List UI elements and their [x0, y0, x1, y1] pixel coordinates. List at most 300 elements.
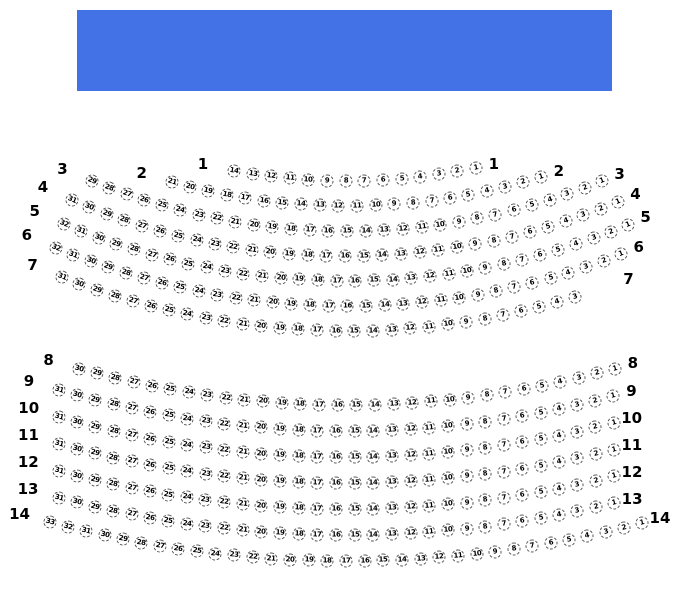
- seat[interactable]: 12: [423, 269, 437, 283]
- seat[interactable]: 4: [551, 401, 566, 416]
- seat[interactable]: 18: [292, 423, 306, 437]
- seat[interactable]: 31: [51, 409, 67, 425]
- seat[interactable]: 4: [553, 374, 568, 389]
- seat[interactable]: 10: [433, 217, 448, 232]
- seat[interactable]: 10: [440, 317, 455, 332]
- seat[interactable]: 1: [613, 246, 630, 263]
- seat[interactable]: 24: [173, 202, 189, 218]
- seat[interactable]: 9: [451, 214, 466, 229]
- seat[interactable]: 19: [273, 321, 287, 335]
- seat[interactable]: 28: [126, 241, 142, 257]
- seat[interactable]: 18: [311, 274, 325, 288]
- seat[interactable]: 23: [218, 263, 233, 278]
- seat[interactable]: 16: [338, 249, 351, 262]
- seat[interactable]: 14: [367, 424, 380, 437]
- seat[interactable]: 19: [302, 554, 315, 567]
- seat[interactable]: 22: [209, 211, 224, 226]
- seat[interactable]: 11: [424, 394, 438, 408]
- seat[interactable]: 14: [395, 553, 409, 567]
- seat[interactable]: 15: [341, 225, 354, 238]
- seat[interactable]: 9: [460, 522, 474, 536]
- seat[interactable]: 5: [542, 270, 558, 286]
- seat[interactable]: 29: [89, 366, 105, 382]
- seat[interactable]: 17: [311, 476, 324, 489]
- seat[interactable]: 14: [367, 476, 380, 489]
- seat[interactable]: 18: [284, 222, 298, 236]
- seat[interactable]: 21: [236, 445, 250, 459]
- seat[interactable]: 7: [498, 385, 513, 400]
- seat[interactable]: 20: [254, 473, 268, 487]
- seat[interactable]: 10: [449, 240, 464, 255]
- seat[interactable]: 29: [108, 235, 124, 251]
- seat[interactable]: 3: [431, 167, 446, 182]
- seat[interactable]: 31: [63, 192, 80, 209]
- seat[interactable]: 28: [106, 476, 121, 491]
- seat[interactable]: 17: [311, 424, 324, 437]
- seat[interactable]: 27: [124, 427, 139, 442]
- seat[interactable]: 20: [254, 499, 268, 513]
- seat[interactable]: 11: [441, 267, 456, 282]
- seat[interactable]: 14: [366, 324, 379, 337]
- seat[interactable]: 6: [515, 435, 530, 450]
- seat[interactable]: 9: [459, 443, 473, 457]
- seat[interactable]: 2: [616, 520, 632, 536]
- seat[interactable]: 5: [540, 219, 556, 235]
- seat[interactable]: 2: [588, 446, 604, 462]
- seat[interactable]: 30: [90, 229, 107, 246]
- seat[interactable]: 24: [199, 260, 214, 275]
- seat[interactable]: 32: [55, 215, 72, 232]
- seat[interactable]: 18: [219, 187, 234, 202]
- seat[interactable]: 5: [533, 432, 548, 447]
- seat[interactable]: 27: [136, 270, 152, 286]
- seat[interactable]: 23: [198, 519, 213, 534]
- seat[interactable]: 31: [51, 490, 67, 506]
- seat[interactable]: 16: [329, 424, 342, 437]
- seat[interactable]: 28: [106, 450, 122, 466]
- seat[interactable]: 21: [236, 497, 250, 511]
- seat[interactable]: 11: [422, 320, 436, 334]
- seat[interactable]: 15: [348, 502, 361, 515]
- seat[interactable]: 31: [51, 382, 67, 398]
- seat[interactable]: 15: [275, 196, 289, 210]
- seat[interactable]: 14: [367, 450, 380, 463]
- seat[interactable]: 15: [359, 299, 372, 312]
- seat[interactable]: 15: [348, 450, 361, 463]
- seat[interactable]: 17: [320, 249, 333, 262]
- seat[interactable]: 14: [367, 502, 380, 515]
- seat[interactable]: 7: [504, 229, 520, 245]
- seat[interactable]: 22: [219, 390, 233, 404]
- seat[interactable]: 5: [533, 405, 548, 420]
- seat[interactable]: 21: [235, 317, 250, 332]
- seat[interactable]: 10: [441, 497, 455, 511]
- seat[interactable]: 16: [256, 193, 271, 208]
- seat[interactable]: 8: [478, 414, 493, 429]
- seat[interactable]: 21: [228, 214, 243, 229]
- seat[interactable]: 26: [143, 404, 158, 419]
- seat[interactable]: 16: [331, 398, 344, 411]
- seat[interactable]: 18: [291, 323, 305, 337]
- seat[interactable]: 20: [274, 271, 288, 285]
- seat[interactable]: 30: [81, 199, 98, 216]
- seat[interactable]: 29: [88, 392, 104, 408]
- seat[interactable]: 8: [506, 542, 521, 557]
- seat[interactable]: 18: [293, 397, 307, 411]
- seat[interactable]: 13: [385, 449, 399, 463]
- seat[interactable]: 27: [124, 480, 139, 495]
- seat[interactable]: 8: [488, 284, 503, 299]
- seat[interactable]: 27: [152, 538, 167, 553]
- seat[interactable]: 21: [237, 393, 251, 407]
- seat[interactable]: 13: [385, 475, 399, 489]
- seat[interactable]: 9: [461, 390, 475, 404]
- seat[interactable]: 1: [605, 388, 621, 404]
- seat[interactable]: 15: [348, 424, 361, 437]
- seat[interactable]: 12: [432, 550, 446, 564]
- seat[interactable]: 22: [217, 443, 231, 457]
- seat[interactable]: 13: [404, 271, 418, 285]
- seat[interactable]: 6: [515, 408, 530, 423]
- seat[interactable]: 18: [321, 554, 334, 567]
- seat[interactable]: 25: [163, 382, 178, 397]
- seat[interactable]: 16: [349, 274, 362, 287]
- seat[interactable]: 2: [596, 253, 613, 270]
- seat[interactable]: 19: [273, 474, 287, 488]
- seat[interactable]: 27: [124, 507, 139, 522]
- seat[interactable]: 24: [208, 546, 222, 560]
- seat[interactable]: 14: [226, 163, 241, 178]
- seat[interactable]: 23: [227, 548, 241, 562]
- seat[interactable]: 13: [313, 199, 327, 213]
- seat[interactable]: 4: [479, 183, 494, 198]
- seat[interactable]: 24: [180, 516, 195, 531]
- seat[interactable]: 5: [524, 197, 540, 213]
- seat[interactable]: 22: [246, 550, 260, 564]
- seat[interactable]: 22: [226, 239, 241, 254]
- seat[interactable]: 7: [496, 464, 511, 479]
- seat[interactable]: 5: [533, 511, 548, 526]
- seat[interactable]: 1: [533, 169, 549, 185]
- seat[interactable]: 7: [496, 438, 511, 453]
- seat[interactable]: 9: [320, 174, 333, 187]
- seat[interactable]: 27: [144, 247, 160, 263]
- seat[interactable]: 17: [311, 502, 324, 515]
- seat[interactable]: 23: [200, 388, 215, 403]
- seat[interactable]: 29: [87, 472, 103, 488]
- seat[interactable]: 12: [404, 500, 418, 514]
- seat[interactable]: 2: [593, 200, 610, 217]
- seat[interactable]: 20: [263, 245, 277, 259]
- seat[interactable]: 5: [550, 242, 566, 258]
- seat[interactable]: 2: [588, 473, 604, 489]
- seat[interactable]: 23: [198, 493, 213, 508]
- seat[interactable]: 13: [385, 423, 399, 437]
- seat[interactable]: 20: [254, 525, 268, 539]
- seat[interactable]: 13: [414, 552, 428, 566]
- seat[interactable]: 12: [405, 396, 419, 410]
- seat[interactable]: 26: [143, 457, 158, 472]
- seat[interactable]: 21: [255, 269, 269, 283]
- seat[interactable]: 26: [154, 275, 170, 291]
- seat[interactable]: 7: [496, 491, 511, 506]
- seat[interactable]: 5: [534, 378, 549, 393]
- seat[interactable]: 6: [506, 202, 522, 218]
- seat[interactable]: 11: [433, 293, 448, 308]
- seat[interactable]: 2: [603, 223, 620, 240]
- seat[interactable]: 15: [350, 398, 363, 411]
- seat[interactable]: 28: [101, 180, 118, 197]
- seat[interactable]: 20: [283, 553, 297, 567]
- seat[interactable]: 31: [73, 223, 90, 240]
- seat[interactable]: 30: [69, 468, 85, 484]
- seat[interactable]: 7: [358, 174, 371, 187]
- seat[interactable]: 24: [180, 411, 195, 426]
- seat[interactable]: 18: [292, 527, 306, 541]
- seat[interactable]: 11: [431, 243, 446, 258]
- seat[interactable]: 9: [470, 287, 485, 302]
- seat[interactable]: 22: [217, 495, 231, 509]
- seat[interactable]: 31: [51, 463, 67, 479]
- seat[interactable]: 9: [459, 469, 473, 483]
- seat[interactable]: 25: [190, 544, 205, 559]
- seat[interactable]: 17: [311, 450, 324, 463]
- seat[interactable]: 13: [385, 527, 399, 541]
- seat[interactable]: 19: [275, 396, 289, 410]
- seat[interactable]: 25: [170, 228, 186, 244]
- seat[interactable]: 17: [238, 191, 253, 206]
- seat[interactable]: 1: [606, 442, 622, 458]
- seat[interactable]: 4: [549, 294, 565, 310]
- seat[interactable]: 24: [191, 284, 206, 299]
- seat[interactable]: 17: [340, 554, 353, 567]
- seat[interactable]: 9: [468, 237, 483, 252]
- seat[interactable]: 19: [273, 500, 287, 514]
- seat[interactable]: 7: [496, 517, 511, 532]
- seat[interactable]: 4: [413, 170, 427, 184]
- seat[interactable]: 2: [588, 420, 604, 436]
- seat[interactable]: 22: [217, 416, 231, 430]
- seat[interactable]: 14: [368, 398, 381, 411]
- seat[interactable]: 4: [558, 213, 574, 229]
- seat[interactable]: 15: [377, 554, 390, 567]
- seat[interactable]: 14: [359, 224, 372, 237]
- seat[interactable]: 32: [60, 519, 76, 535]
- seat[interactable]: 29: [89, 282, 105, 298]
- seat[interactable]: 28: [108, 370, 124, 386]
- seat[interactable]: 3: [569, 424, 585, 440]
- seat[interactable]: 3: [497, 179, 513, 195]
- seat[interactable]: 6: [525, 275, 541, 291]
- seat[interactable]: 8: [478, 467, 493, 482]
- seat[interactable]: 15: [348, 324, 361, 337]
- seat[interactable]: 25: [154, 197, 170, 213]
- seat[interactable]: 5: [533, 484, 548, 499]
- seat[interactable]: 8: [339, 174, 352, 187]
- seat[interactable]: 26: [162, 251, 178, 267]
- seat[interactable]: 14: [367, 528, 380, 541]
- seat[interactable]: 13: [245, 166, 260, 181]
- seat[interactable]: 18: [292, 501, 306, 515]
- seat[interactable]: 3: [578, 259, 594, 275]
- seat[interactable]: 4: [552, 507, 567, 522]
- seat[interactable]: 4: [551, 428, 566, 443]
- seat[interactable]: 13: [394, 247, 408, 261]
- seat[interactable]: 27: [124, 454, 139, 469]
- seat[interactable]: 22: [217, 469, 231, 483]
- seat[interactable]: 16: [329, 450, 342, 463]
- seat[interactable]: 11: [422, 421, 436, 435]
- seat[interactable]: 11: [422, 499, 436, 513]
- seat[interactable]: 10: [460, 264, 475, 279]
- seat[interactable]: 8: [469, 211, 484, 226]
- seat[interactable]: 30: [71, 361, 87, 377]
- seat[interactable]: 28: [106, 423, 122, 439]
- seat[interactable]: 11: [283, 171, 297, 185]
- seat[interactable]: 3: [598, 524, 614, 540]
- seat[interactable]: 21: [247, 293, 262, 308]
- seat[interactable]: 3: [567, 289, 583, 305]
- seat[interactable]: 11: [422, 447, 436, 461]
- seat[interactable]: 31: [51, 436, 67, 452]
- seat[interactable]: 24: [180, 490, 195, 505]
- seat[interactable]: 6: [513, 304, 529, 320]
- seat[interactable]: 1: [607, 361, 623, 377]
- seat[interactable]: 29: [87, 419, 103, 435]
- seat[interactable]: 5: [395, 172, 409, 186]
- seat[interactable]: 7: [496, 412, 511, 427]
- seat[interactable]: 27: [125, 293, 141, 309]
- seat[interactable]: 3: [570, 504, 585, 519]
- seat[interactable]: 24: [180, 307, 195, 322]
- seat[interactable]: 14: [294, 197, 308, 211]
- seat[interactable]: 23: [191, 207, 207, 223]
- seat[interactable]: 16: [329, 476, 342, 489]
- seat[interactable]: 4: [551, 481, 566, 496]
- seat[interactable]: 28: [107, 288, 123, 304]
- seat[interactable]: 9: [459, 495, 473, 509]
- seat[interactable]: 11: [422, 525, 436, 539]
- seat[interactable]: 12: [396, 222, 410, 236]
- seat[interactable]: 30: [69, 414, 85, 430]
- seat[interactable]: 31: [54, 269, 71, 286]
- seat[interactable]: 25: [161, 513, 176, 528]
- seat[interactable]: 8: [496, 256, 511, 271]
- seat[interactable]: 10: [443, 393, 457, 407]
- seat[interactable]: 19: [265, 220, 279, 234]
- seat[interactable]: 6: [522, 224, 538, 240]
- seat[interactable]: 15: [357, 249, 370, 262]
- seat[interactable]: 11: [422, 473, 436, 487]
- seat[interactable]: 8: [406, 196, 420, 210]
- seat[interactable]: 16: [329, 528, 342, 541]
- seat[interactable]: 22: [236, 266, 251, 281]
- seat[interactable]: 27: [134, 218, 150, 234]
- seat[interactable]: 9: [459, 417, 473, 431]
- seat[interactable]: 12: [332, 199, 345, 212]
- seat[interactable]: 3: [585, 230, 602, 247]
- seat[interactable]: 12: [415, 295, 429, 309]
- seat[interactable]: 23: [210, 287, 225, 302]
- seat[interactable]: 13: [385, 323, 399, 337]
- seat[interactable]: 32: [47, 239, 64, 256]
- seat[interactable]: 15: [348, 528, 361, 541]
- seat[interactable]: 15: [348, 476, 361, 489]
- seat[interactable]: 27: [126, 374, 141, 389]
- seat[interactable]: 26: [142, 510, 157, 525]
- seat[interactable]: 26: [152, 223, 168, 239]
- seat[interactable]: 9: [488, 544, 503, 559]
- seat[interactable]: 6: [515, 514, 530, 529]
- seat[interactable]: 20: [254, 420, 268, 434]
- seat[interactable]: 12: [404, 474, 418, 488]
- seat[interactable]: 23: [207, 236, 222, 251]
- seat[interactable]: 2: [587, 393, 603, 409]
- seat[interactable]: 1: [634, 515, 650, 531]
- seat[interactable]: 28: [106, 503, 121, 518]
- seat[interactable]: 8: [486, 233, 501, 248]
- seat[interactable]: 5: [461, 187, 476, 202]
- seat[interactable]: 13: [385, 501, 399, 515]
- seat[interactable]: 1: [606, 495, 622, 511]
- seat[interactable]: 6: [515, 488, 530, 503]
- seat[interactable]: 26: [144, 378, 159, 393]
- seat[interactable]: 1: [606, 415, 622, 431]
- seat[interactable]: 1: [468, 160, 483, 175]
- seat[interactable]: 17: [303, 223, 317, 237]
- seat[interactable]: 19: [282, 247, 296, 261]
- seat[interactable]: 4: [580, 528, 595, 543]
- seat[interactable]: 25: [161, 434, 176, 449]
- seat[interactable]: 6: [516, 382, 531, 397]
- seat[interactable]: 2: [589, 366, 605, 382]
- seat[interactable]: 16: [329, 502, 342, 515]
- seat[interactable]: 10: [441, 419, 455, 433]
- seat[interactable]: 9: [387, 197, 401, 211]
- seat[interactable]: 26: [136, 192, 152, 208]
- seat[interactable]: 13: [387, 397, 401, 411]
- seat[interactable]: 11: [350, 199, 363, 212]
- seat[interactable]: 24: [181, 385, 196, 400]
- seat[interactable]: 8: [478, 519, 492, 533]
- seat[interactable]: 25: [161, 408, 176, 423]
- seat[interactable]: 4: [551, 454, 566, 469]
- seat[interactable]: 4: [568, 236, 584, 252]
- seat[interactable]: 9: [459, 314, 474, 329]
- seat[interactable]: 12: [404, 526, 418, 540]
- seat[interactable]: 30: [82, 253, 99, 270]
- seat[interactable]: 26: [142, 484, 157, 499]
- seat[interactable]: 15: [367, 274, 380, 287]
- seat[interactable]: 2: [450, 164, 465, 179]
- seat[interactable]: 3: [570, 477, 585, 492]
- seat[interactable]: 29: [100, 259, 116, 275]
- seat[interactable]: 10: [441, 523, 455, 537]
- seat[interactable]: 28: [134, 535, 149, 550]
- seat[interactable]: 29: [87, 499, 103, 515]
- seat[interactable]: 30: [71, 275, 88, 292]
- seat[interactable]: 25: [161, 461, 176, 476]
- seat[interactable]: 30: [69, 441, 85, 457]
- seat[interactable]: 16: [322, 224, 335, 237]
- seat[interactable]: 20: [254, 319, 268, 333]
- seat[interactable]: 1: [606, 469, 622, 485]
- seat[interactable]: 20: [246, 217, 261, 232]
- seat[interactable]: 7: [424, 193, 439, 208]
- seat[interactable]: 19: [201, 183, 216, 198]
- seat[interactable]: 3: [571, 370, 587, 386]
- seat[interactable]: 23: [198, 311, 213, 326]
